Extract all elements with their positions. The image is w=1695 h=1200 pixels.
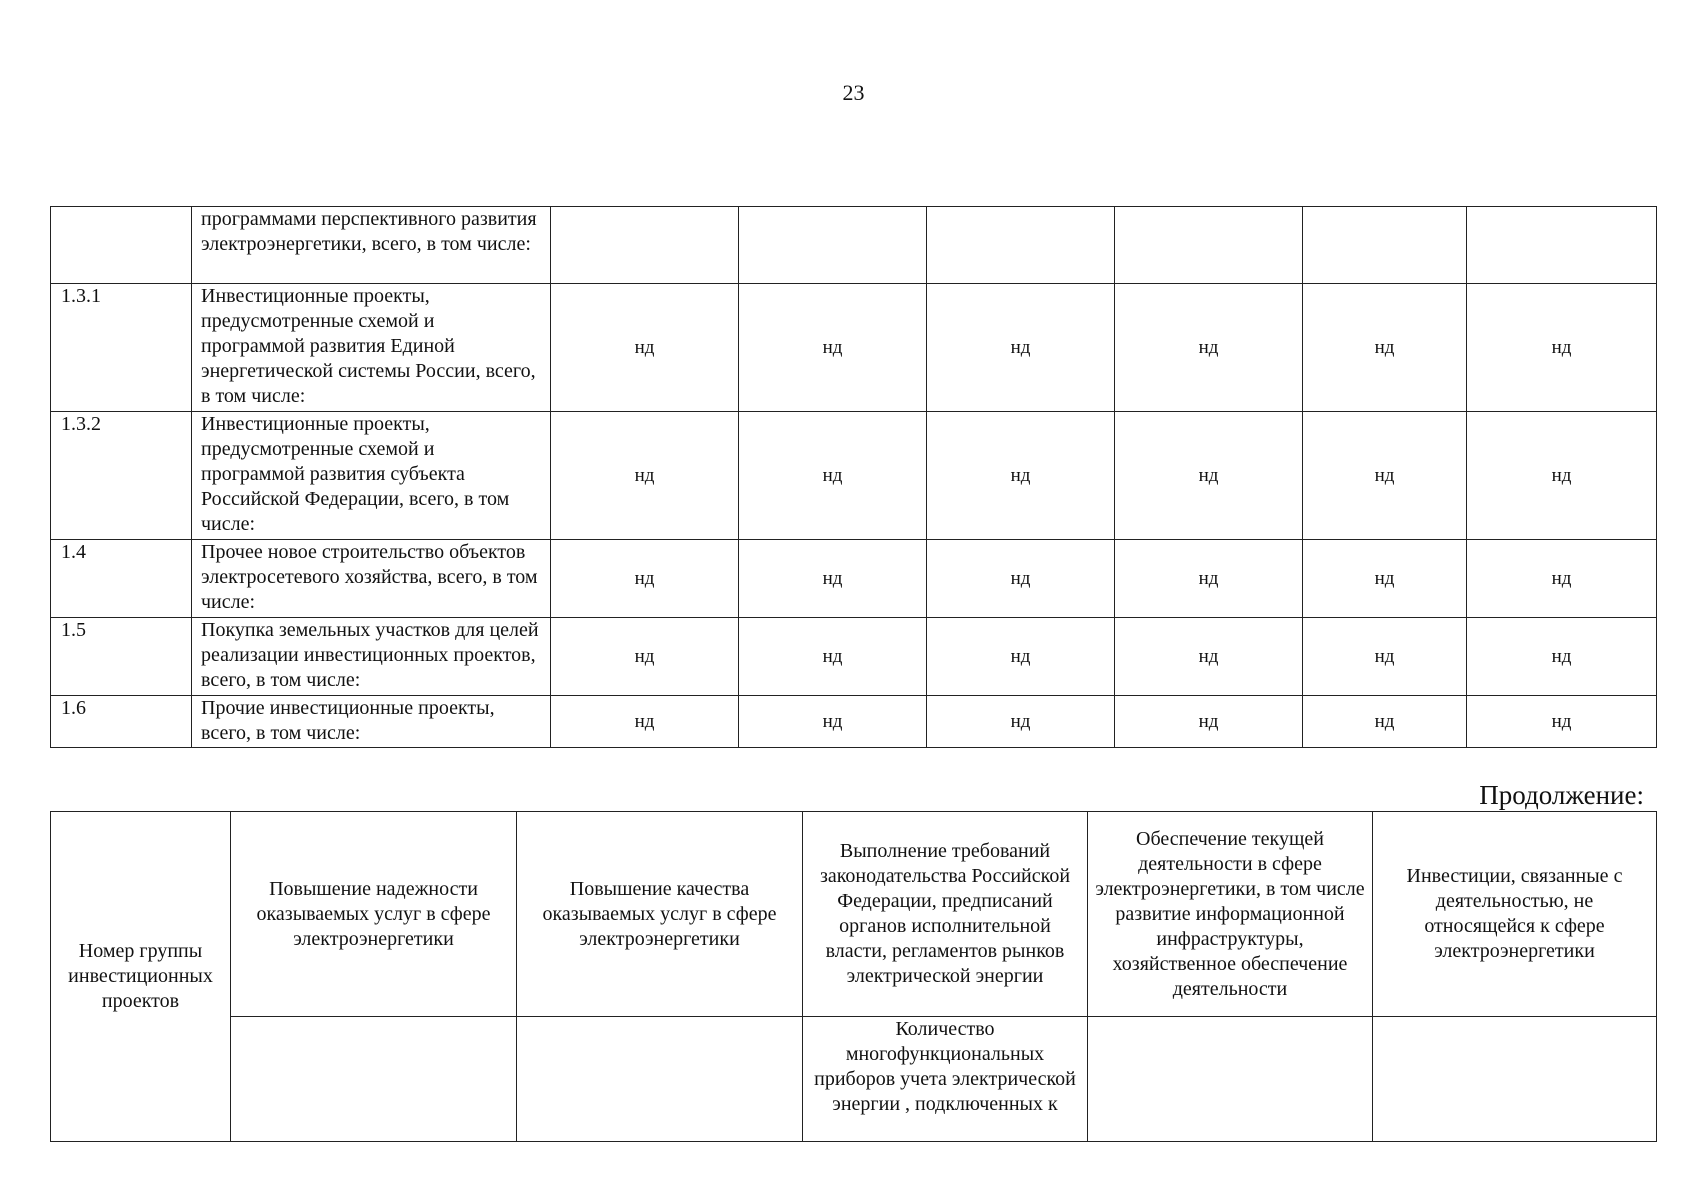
value-cell: нд <box>739 540 927 618</box>
row-number: 1.6 <box>51 696 192 748</box>
value-cell: нд <box>1303 540 1467 618</box>
column-header: Инвестиции, связанные с деятельностью, не относящейся к сфере электроэнергетики <box>1373 812 1657 1017</box>
value-cell: нд <box>1115 618 1303 696</box>
value-cell: нд <box>739 412 927 540</box>
value-cell: нд <box>927 412 1115 540</box>
value-cell: нд <box>1467 540 1657 618</box>
row-name: Инвестиционные проекты, предусмотренные схемой и программой развития субъекта Российской Федерации, всего, в том числе: <box>192 412 551 540</box>
table-row <box>51 284 1657 412</box>
table-row <box>51 207 1657 284</box>
value-cell: нд <box>1467 284 1657 412</box>
value-cell: нд <box>1467 412 1657 540</box>
column-header: Повышение надежности оказываемых услуг в сфере электроэнергетики <box>231 812 517 1017</box>
row-number: 1.4 <box>51 540 192 618</box>
subheader-cell <box>517 1017 803 1142</box>
group-number-header: Номер группы инвестиционных проектов <box>51 812 231 1142</box>
value-cell: нд <box>551 618 739 696</box>
value-cell: нд <box>1303 618 1467 696</box>
value-cell: нд <box>739 618 927 696</box>
value-cell: нд <box>927 618 1115 696</box>
row-name: Покупка земельных участков для целей реализации инвестиционных проектов, всего, в том числе: <box>192 618 551 696</box>
value-cell: нд <box>927 540 1115 618</box>
value-cell <box>1467 207 1657 284</box>
continuation-label: Продолжение: <box>1479 780 1644 810</box>
value-cell: нд <box>1115 540 1303 618</box>
row-number: 1.3.1 <box>51 284 192 412</box>
row-name: Инвестиционные проекты, предусмотренные схемой и программой развития Единой энергетической системы России, всего, в том числе: <box>192 284 551 412</box>
table-row <box>51 618 1657 696</box>
value-cell: нд <box>927 284 1115 412</box>
row-name: Прочее новое строительство объектов электросетевого хозяйства, всего, в том числе: <box>192 540 551 618</box>
row-number <box>51 207 192 284</box>
value-cell: нд <box>551 696 739 748</box>
value-cell <box>1115 207 1303 284</box>
table-row <box>51 696 1657 748</box>
column-header: Выполнение требований законодательства Российской Федерации, предписаний органов исполнительной власти, регламентов рынков электрической энергии <box>803 812 1088 1017</box>
row-name: Прочие инвестиционные проекты, всего, в том числе: <box>192 696 551 748</box>
subheader-row <box>51 1017 1657 1142</box>
row-name: программами перспективного развития электроэнергетики, всего, в том числе: <box>192 207 551 284</box>
value-cell: нд <box>739 696 927 748</box>
project-groups-table <box>50 811 1657 1142</box>
value-cell: нд <box>1303 412 1467 540</box>
column-header: Повышение качества оказываемых услуг в сфере электроэнергетики <box>517 812 803 1017</box>
value-cell: нд <box>1303 696 1467 748</box>
investment-projects-table <box>50 206 1657 748</box>
value-cell: нд <box>551 412 739 540</box>
table-row <box>51 540 1657 618</box>
value-cell <box>739 207 927 284</box>
value-cell: нд <box>551 540 739 618</box>
page-number: 23 <box>842 80 865 105</box>
column-header: Обеспечение текущей деятельности в сфере электроэнергетики, в том числе развитие информационной инфраструктуры, хозяйственное обеспечение деятельности <box>1088 812 1373 1017</box>
subheader-cell <box>231 1017 517 1142</box>
value-cell: нд <box>1115 696 1303 748</box>
value-cell: нд <box>1115 284 1303 412</box>
value-cell: нд <box>1467 618 1657 696</box>
value-cell: нд <box>1303 284 1467 412</box>
subheader-cell <box>1088 1017 1373 1142</box>
value-cell: нд <box>927 696 1115 748</box>
row-number: 1.3.2 <box>51 412 192 540</box>
row-number: 1.5 <box>51 618 192 696</box>
value-cell <box>1303 207 1467 284</box>
header-row <box>51 812 1657 1017</box>
value-cell: нд <box>739 284 927 412</box>
value-cell <box>551 207 739 284</box>
value-cell: нд <box>1467 696 1657 748</box>
table-row <box>51 412 1657 540</box>
subheader-cell: Количество многофункциональных приборов учета электрической энергии , подключенных к <box>803 1017 1088 1142</box>
value-cell <box>927 207 1115 284</box>
value-cell: нд <box>1115 412 1303 540</box>
subheader-cell <box>1373 1017 1657 1142</box>
value-cell: нд <box>551 284 739 412</box>
